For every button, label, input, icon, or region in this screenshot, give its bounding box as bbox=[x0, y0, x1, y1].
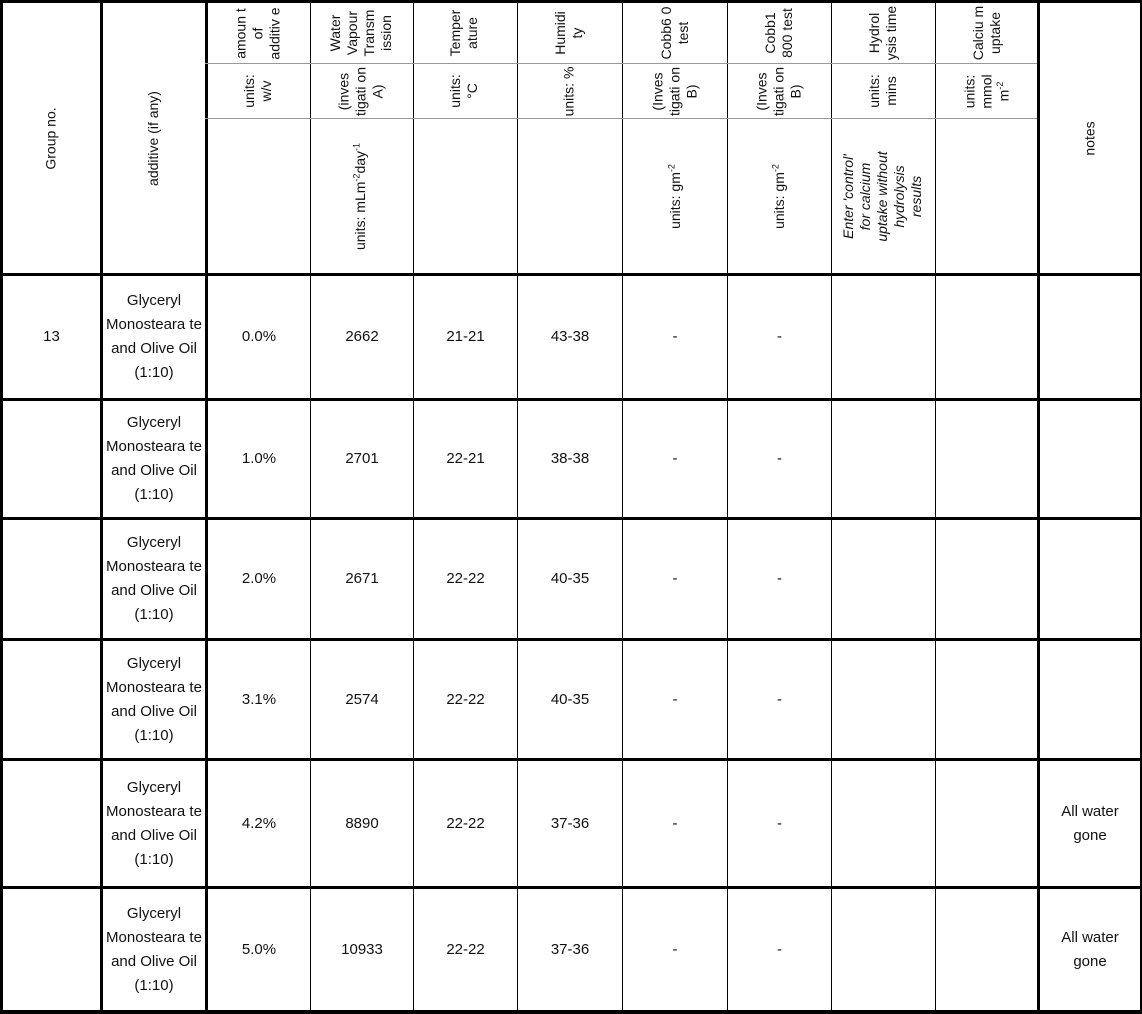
cell-calcium bbox=[936, 641, 1037, 758]
header-cobb60-name: Cobb6 0 test bbox=[658, 6, 691, 60]
cell-cobb60: - bbox=[672, 450, 678, 467]
cell-temperature: 22-22 bbox=[446, 814, 485, 832]
cell-cobb60: - bbox=[672, 940, 678, 958]
cell-wvt: 2671 bbox=[345, 570, 379, 587]
cell-additive: Glyceryl Monosteara te and Olive Oil (1:10) bbox=[106, 778, 202, 868]
grid-line bbox=[831, 0, 832, 1014]
cell-wvt: 2574 bbox=[345, 690, 379, 708]
cell-humidity: 38-38 bbox=[550, 450, 590, 467]
header-temperature-name: Temper ature bbox=[447, 9, 480, 57]
header-calcium-units: units: mmol $m^{-2}$ bbox=[961, 73, 1011, 109]
cell-cobb1800: - bbox=[777, 450, 782, 467]
grid-line bbox=[0, 1010, 1142, 1014]
cell-temperature: 21-21 bbox=[446, 328, 485, 345]
cell-amount: 4.2% bbox=[241, 814, 277, 832]
header-wvt-units: units: mLm$^{-2}$day$^{-1}$ bbox=[351, 142, 369, 250]
cell-cobb60: - bbox=[672, 814, 678, 832]
cell-humidity: 37-36 bbox=[550, 940, 590, 958]
header-additive bbox=[103, 3, 203, 273]
cell-cobb60: - bbox=[672, 570, 678, 587]
cell-temperature: 22-22 bbox=[446, 570, 485, 587]
grid-line bbox=[935, 0, 936, 1014]
grid-line bbox=[100, 0, 103, 1014]
grid-line bbox=[0, 517, 1142, 520]
grid-line bbox=[727, 0, 728, 1014]
cell-group bbox=[3, 761, 100, 886]
cell-hydrolysis bbox=[832, 276, 935, 398]
cell-hydrolysis bbox=[832, 520, 935, 638]
header-group-no-text: Group no. bbox=[42, 106, 59, 170]
header-calcium-name: Calciu m uptake bbox=[969, 5, 1003, 61]
grid-line bbox=[413, 0, 414, 1014]
grid-line bbox=[205, 0, 208, 1014]
cell-hydrolysis bbox=[832, 761, 935, 886]
header-wvt-name: Water Vapour Transm ission bbox=[327, 9, 394, 57]
cell-group: 13 bbox=[43, 328, 60, 345]
cell-temperature: 22-22 bbox=[446, 690, 485, 708]
header-cobb60-units: units: $gm^{-2}$ bbox=[665, 163, 683, 229]
header-hydrolysis-note: Enter 'control' for calcium uptake without hydrolysis results bbox=[840, 150, 924, 242]
header-humidity-units: units: % bbox=[560, 66, 577, 116]
header-hydrolysis-units: units: mins bbox=[865, 74, 899, 108]
cell-group bbox=[3, 401, 100, 517]
cell-humidity: 40-35 bbox=[550, 570, 590, 587]
grid-line bbox=[0, 886, 1142, 889]
cell-cobb60: - bbox=[672, 328, 678, 345]
cell-humidity: 37-36 bbox=[550, 814, 590, 832]
cell-amount: 2.0% bbox=[241, 570, 277, 587]
cell-temperature: 22-22 bbox=[446, 940, 485, 958]
cell-wvt: 8890 bbox=[345, 814, 379, 832]
header-cobb1800-units: units: $gm^{-2}$ bbox=[769, 163, 787, 229]
header-amount-name: amoun t of additiv e bbox=[232, 6, 283, 60]
cell-additive: Glyceryl Monosteara te and Olive Oil (1:10) bbox=[106, 414, 202, 503]
cell-temperature: 22-21 bbox=[446, 450, 485, 467]
cell-additive: Glyceryl Monosteara te and Olive Oil (1:10) bbox=[106, 534, 202, 623]
cell-hydrolysis bbox=[832, 889, 935, 1010]
header-cobb1800-investigation: (Inves tigati on B) bbox=[753, 66, 804, 116]
cell-amount: 5.0% bbox=[241, 940, 277, 958]
cell-cobb60: - bbox=[672, 690, 678, 708]
cell-wvt: 2701 bbox=[345, 450, 379, 467]
grid-line bbox=[1037, 0, 1040, 1014]
cell-cobb1800: - bbox=[777, 940, 782, 958]
header-cobb60-investigation: (Inves tigati on B) bbox=[649, 66, 700, 116]
header-notes bbox=[1040, 3, 1140, 273]
header-humidity-name: Humidi ty bbox=[552, 11, 585, 55]
grid-line bbox=[0, 398, 1142, 401]
header-cobb1800-name: Cobb1 800 test bbox=[762, 8, 795, 58]
cell-notes bbox=[1040, 641, 1140, 758]
cell-calcium bbox=[936, 761, 1037, 886]
cell-hydrolysis bbox=[832, 401, 935, 517]
grid-line bbox=[205, 63, 1037, 64]
cell-group bbox=[3, 641, 100, 758]
cell-notes bbox=[1040, 276, 1140, 398]
grid-line bbox=[205, 118, 1037, 119]
cell-additive: Glyceryl Monosteara te and Olive Oil (1:10) bbox=[106, 904, 202, 994]
header-wvt-investigation: (inves tigati on A) bbox=[335, 66, 386, 116]
cell-calcium bbox=[936, 276, 1037, 398]
header-group-no bbox=[3, 3, 99, 273]
grid-line bbox=[517, 0, 518, 1014]
cell-notes bbox=[1040, 401, 1140, 517]
cell-additive: Glyceryl Monosteara te and Olive Oil (1:10) bbox=[106, 654, 202, 744]
cell-amount: 0.0% bbox=[241, 328, 277, 345]
header-temperature-units: units: °C bbox=[447, 74, 480, 108]
cell-additive: Glyceryl Monosteara te and Olive Oil (1:10) bbox=[106, 292, 202, 381]
cell-notes bbox=[1040, 520, 1140, 638]
cell-calcium bbox=[936, 520, 1037, 638]
cell-humidity: 40-35 bbox=[550, 690, 590, 708]
header-hydrolysis-name: Hydrol ysis time bbox=[865, 5, 899, 61]
cell-notes: All water gone bbox=[1061, 928, 1119, 970]
cell-wvt: 10933 bbox=[341, 940, 383, 958]
grid-line bbox=[0, 0, 3, 1014]
cell-cobb1800: - bbox=[777, 814, 782, 832]
cell-calcium bbox=[936, 889, 1037, 1010]
header-notes-text: notes bbox=[1081, 120, 1098, 156]
cell-cobb1800: - bbox=[777, 328, 782, 345]
cell-calcium bbox=[936, 401, 1037, 517]
header-amount-units: units: w/v bbox=[241, 74, 274, 108]
grid-line bbox=[310, 0, 311, 1014]
cell-amount: 1.0% bbox=[241, 450, 277, 467]
cell-wvt: 2662 bbox=[345, 328, 379, 345]
header-additive-text: additive (if any) bbox=[144, 90, 161, 186]
cell-cobb1800: - bbox=[777, 690, 782, 708]
cell-cobb1800: - bbox=[777, 570, 782, 587]
grid-line bbox=[0, 758, 1142, 761]
grid-line bbox=[0, 638, 1142, 641]
grid-line bbox=[622, 0, 623, 1014]
cell-group bbox=[3, 520, 100, 638]
grid-line bbox=[0, 273, 1142, 276]
cell-group bbox=[3, 889, 100, 1010]
cell-amount: 3.1% bbox=[241, 690, 277, 708]
cell-hydrolysis bbox=[832, 641, 935, 758]
cell-notes: All water gone bbox=[1061, 802, 1119, 844]
grid-line bbox=[0, 0, 1142, 3]
cell-humidity: 43-38 bbox=[550, 328, 590, 345]
